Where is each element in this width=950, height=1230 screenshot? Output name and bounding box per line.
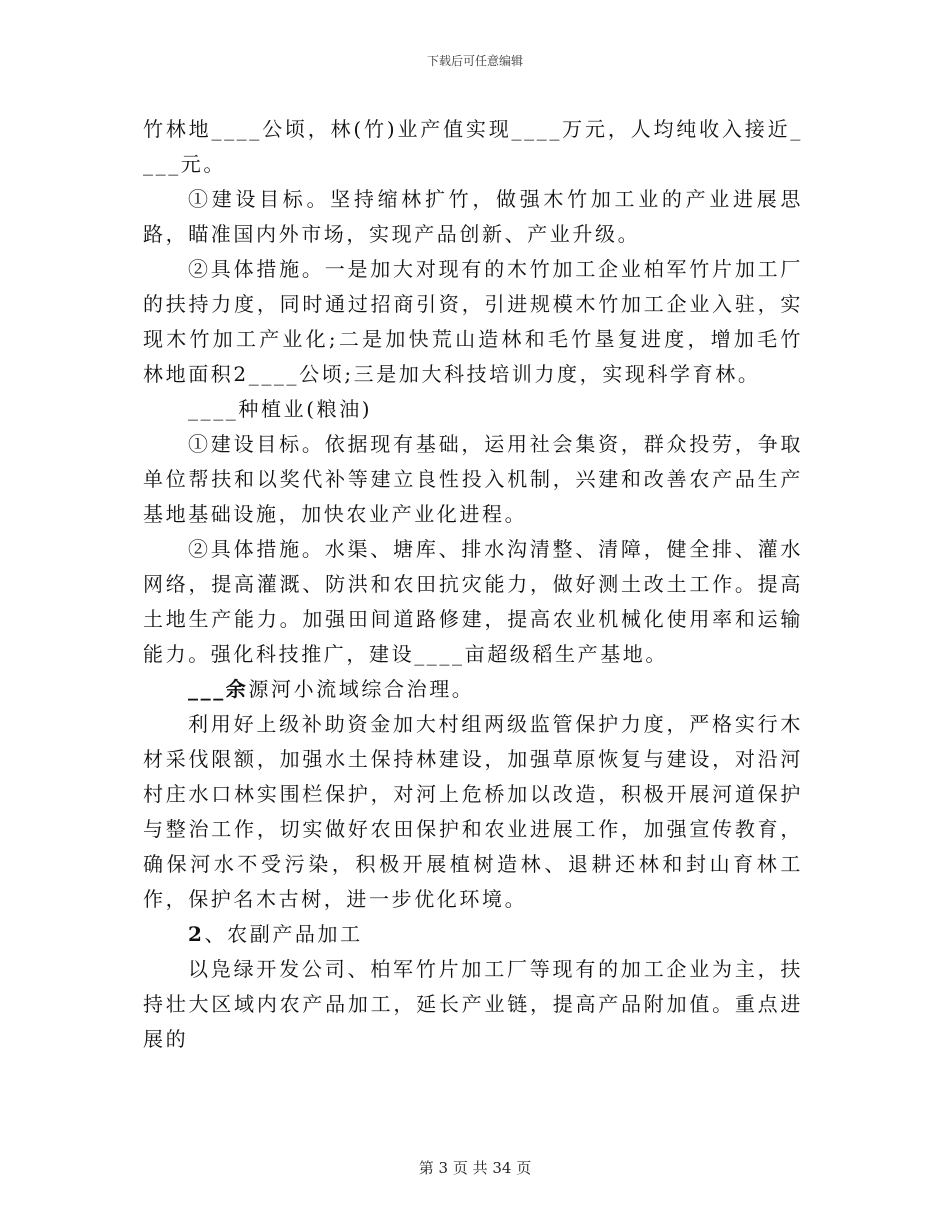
paragraph: ②具体措施。水渠、塘库、排水沟清整、清障，健全排、灌水网络，提高灌溉、防洪和农田抗灾能力，做好测土改土工作。提高土地生产能力。加强田间道路修建，提高农业机械化使用率和运输能力。强化科技推广，建设____亩超级稻生产基地。 [143,537,803,666]
document-body [143,112,803,1057]
paragraph: ①建设目标。依据现有基础，运用社会集资，群众投劳，争取单位帮扶和以奖代补等建立良性投入机制，兴建和改善农产品生产基地基础设施，加快农业产业化进程。 [143,432,803,526]
heading-number: 2 [188,922,205,946]
section-heading [143,672,803,707]
paragraph: 以凫绿开发公司、柏军竹片加工厂等现有的加工企业为主，扶持壮大区域内农产品加工，延长产业链，提高产品附加值。重点进展的 [143,957,803,1051]
paragraph: 利用好上级补助资金加大村组两级监管保护力度，严格实行木材采伐限额，加强水土保持林建设，加强草原恢复与建设，对沿河村庄水口林实围栏保护，对河上危桥加以改造，积极开展河道保护与整治工作，切实做好农田保护和农业进展工作，加强宣传教育，确保河水不受污染，积极开展植树造林、退耕还林和封山育林工作，保护名木古树，进一步优化环境。 [143,712,803,911]
section-heading [143,917,803,952]
heading-text: 、农副产品加工 [204,922,363,946]
page-header: 下载后可任意编辑 [426,54,523,68]
page-footer: 第 3 页 共 34 页 [418,1159,532,1177]
paragraph: ②具体措施。一是加大对现有的木竹加工企业柏军竹片加工厂的扶持力度，同时通过招商引资，引进规模木竹加工企业入驻，实现木竹加工产业化;二是加快荒山造林和毛竹垦复进度，增加毛竹林地面积2____公顷;三是加大科技培训力度，实现科学育林。 [143,257,803,386]
heading-bold-prefix: ___余 [188,677,249,701]
section-heading: ____种植业(粮油) [188,397,373,421]
heading-text: 源河小流域综合治理。 [248,677,475,701]
paragraph: 竹林地____公顷，林(竹)业产值实现____万元，人均纯收入接近____元。 [143,117,803,176]
paragraph: ①建设目标。坚持缩林扩竹，做强木竹加工业的产业进展思路，瞄准国内外市场，实现产品创新、产业升级。 [143,187,803,246]
